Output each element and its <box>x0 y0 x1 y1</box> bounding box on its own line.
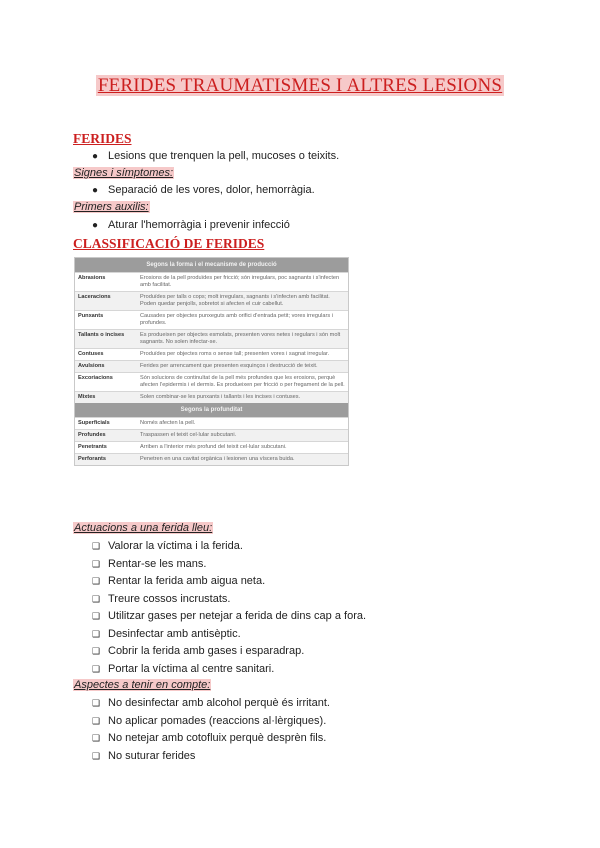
table-cell-type: Punxants <box>78 313 104 319</box>
table-cell-type: Excoriacions <box>78 375 113 381</box>
list-item-text: Utilitzar gases per netejar a ferida de dins cap a fora. <box>108 610 367 622</box>
table-cell-description: Es produeixen per objectes esmolats, presenten vores netes i regulars i són molt sagnants. No solen infectar-se. <box>140 332 341 345</box>
list-item-text: Rentar la ferida amb aigua neta. <box>108 575 266 587</box>
checkbox-bullet-icon: ❑ <box>92 646 101 656</box>
table-row <box>75 441 348 453</box>
ferides-bullet <box>92 150 339 162</box>
table-cell-description: Penetren en una cavitat orgànica i lesionen una víscera buida. <box>140 456 295 462</box>
table-cell-description: Erosions de la pell produïdes per fricció; són irregulars, poc sagnants i s'infecten amb facilitat. <box>140 275 340 288</box>
classificacio-heading: CLASSIFICACIÓ DE FERIDES <box>73 236 265 251</box>
table-cell-type: Perforants <box>78 456 106 462</box>
bullet-text: Separació de les vores, dolor, hemorràgia. <box>108 184 315 196</box>
signes-bullet <box>92 184 315 196</box>
signes-heading: Signes i símptomes: <box>74 167 174 179</box>
table-row <box>75 417 348 429</box>
table-row <box>75 272 348 291</box>
list-item-text: Valorar la víctima i la ferida. <box>108 540 243 552</box>
table-row <box>75 291 348 310</box>
table-row <box>75 360 348 372</box>
list-item-text: Treure cossos incrustats. <box>108 592 231 605</box>
list-item <box>92 645 304 657</box>
checkbox-bullet-icon: ❑ <box>92 698 101 708</box>
bullet-dot-icon: ● <box>92 151 99 162</box>
bullet-text: Aturar l'hemorràgia i prevenir infecció <box>108 219 290 231</box>
table-cell-type: Superficials <box>78 420 110 426</box>
list-item <box>92 628 241 640</box>
list-item <box>92 732 326 744</box>
list-item <box>92 697 330 709</box>
table-header-profunditat: Segons la profunditat <box>75 403 348 417</box>
primers-heading: Primers auxilis: <box>74 201 149 213</box>
list-item <box>92 575 265 587</box>
table-cell-type: Contuses <box>78 351 104 357</box>
table-row <box>75 348 348 360</box>
table-row <box>75 329 348 348</box>
table-row <box>75 453 348 465</box>
checkbox-bullet-icon: ❑ <box>92 663 101 674</box>
table-cell-type: Abrasions <box>78 275 106 281</box>
table-cell-description: Solen combinar-se les punxants i tallants i les incises i contuses. <box>140 394 301 400</box>
checkbox-bullet-icon: ❑ <box>92 733 101 743</box>
checkbox-bullet-icon: ❑ <box>92 576 101 586</box>
list-item <box>92 663 274 675</box>
list-item <box>92 540 243 552</box>
checkbox-bullet-icon: ❑ <box>92 541 101 551</box>
table-cell-description: Causades per objectes punxeguts amb orifici d'entrada petit; vores irregulars i profundes. <box>140 313 333 326</box>
table-section-forma <box>75 272 348 403</box>
table-cell-description: Ferides per arrencament que presenten esquinços i destrucció de teixit. <box>140 363 318 369</box>
list-item-text: No netejar amb cotofluix perquè desprèn fils. <box>108 732 327 744</box>
table-header-forma: Segons la forma i el mecanisme de producció <box>75 258 348 272</box>
checkbox-bullet-icon: ❑ <box>92 715 101 726</box>
ferides-heading: FERIDES <box>73 131 132 146</box>
table-row <box>75 391 348 403</box>
table-cell-type: Tallants o incises <box>78 332 125 338</box>
bullet-text: Lesions que trenquen la pell, mucoses o teixits. <box>108 150 340 162</box>
table-cell-type: Laceracions <box>78 294 111 300</box>
checkbox-bullet-icon: ❑ <box>92 558 101 569</box>
list-item <box>92 558 206 570</box>
table-cell-description: Produïdes per talls o cops; molt irregulars, sagnants i s'infecten amb facilitat. Poden quedar penjolls, sobretot si afecten el cuir cabellut. <box>140 294 330 307</box>
aspectes-heading: Aspectes a tenir en compte: <box>74 679 211 691</box>
table-cell-description: Traspassen el teixit cel·lular subcutani. <box>140 432 237 438</box>
table-cell-type: Avulsions <box>78 363 105 369</box>
list-item-text: Desinfectar amb antisèptic. <box>108 627 241 640</box>
table-row <box>75 310 348 329</box>
list-item-text: No desinfectar amb alcohol perquè és irritant. <box>108 697 330 709</box>
primers-bullet <box>92 219 290 231</box>
list-item-text: Portar la víctima al centre sanitari. <box>108 662 275 675</box>
checkbox-bullet-icon: ❑ <box>92 750 101 761</box>
list-item-text: Rentar-se les mans. <box>108 557 207 570</box>
page-title-text: FERIDES TRAUMATISMES I ALTRES LESIONS <box>97 75 503 96</box>
table-cell-type: Penetrants <box>78 444 107 450</box>
list-item <box>92 715 326 727</box>
table-cell-description: Només afecten la pell. <box>140 420 196 426</box>
table-cell-description: Arriben a l'interior més profund del teixit cel·lular subcutani. <box>140 444 287 450</box>
table-cell-type: Mixtes <box>78 394 96 400</box>
classification-table <box>74 257 349 466</box>
list-item <box>92 750 195 762</box>
actuacions-heading: Actuacions a una ferida lleu: <box>74 522 213 534</box>
checkbox-bullet-icon: ❑ <box>92 593 101 604</box>
list-item-text: Cobrir la ferida amb gases i esparadrap. <box>108 645 305 657</box>
table-row <box>75 372 348 391</box>
checkbox-bullet-icon: ❑ <box>92 628 101 639</box>
table-cell-description: Produïdes per objectes roms o sense tall; presenten vores i sagnat irregular. <box>140 351 330 357</box>
table-section-profunditat <box>75 417 348 465</box>
bullet-dot-icon: ● <box>92 220 99 231</box>
checkbox-bullet-icon: ❑ <box>92 611 101 621</box>
list-item-text: No aplicar pomades (reaccions al·lèrgiques). <box>108 714 327 727</box>
table-row <box>75 429 348 441</box>
bullet-dot-icon: ● <box>92 185 99 196</box>
table-cell-type: Profundes <box>78 432 106 438</box>
table-cell-description: Són solucions de continuïtat de la pell més profundes que les erosions, perquè afecten l'epidermis i el dermis. Es produeixen per fricció o per fregament de la pell. <box>140 375 345 388</box>
list-item <box>92 593 230 605</box>
page-title <box>0 75 600 97</box>
list-item <box>92 610 366 622</box>
list-item-text: No suturar ferides <box>108 749 196 762</box>
